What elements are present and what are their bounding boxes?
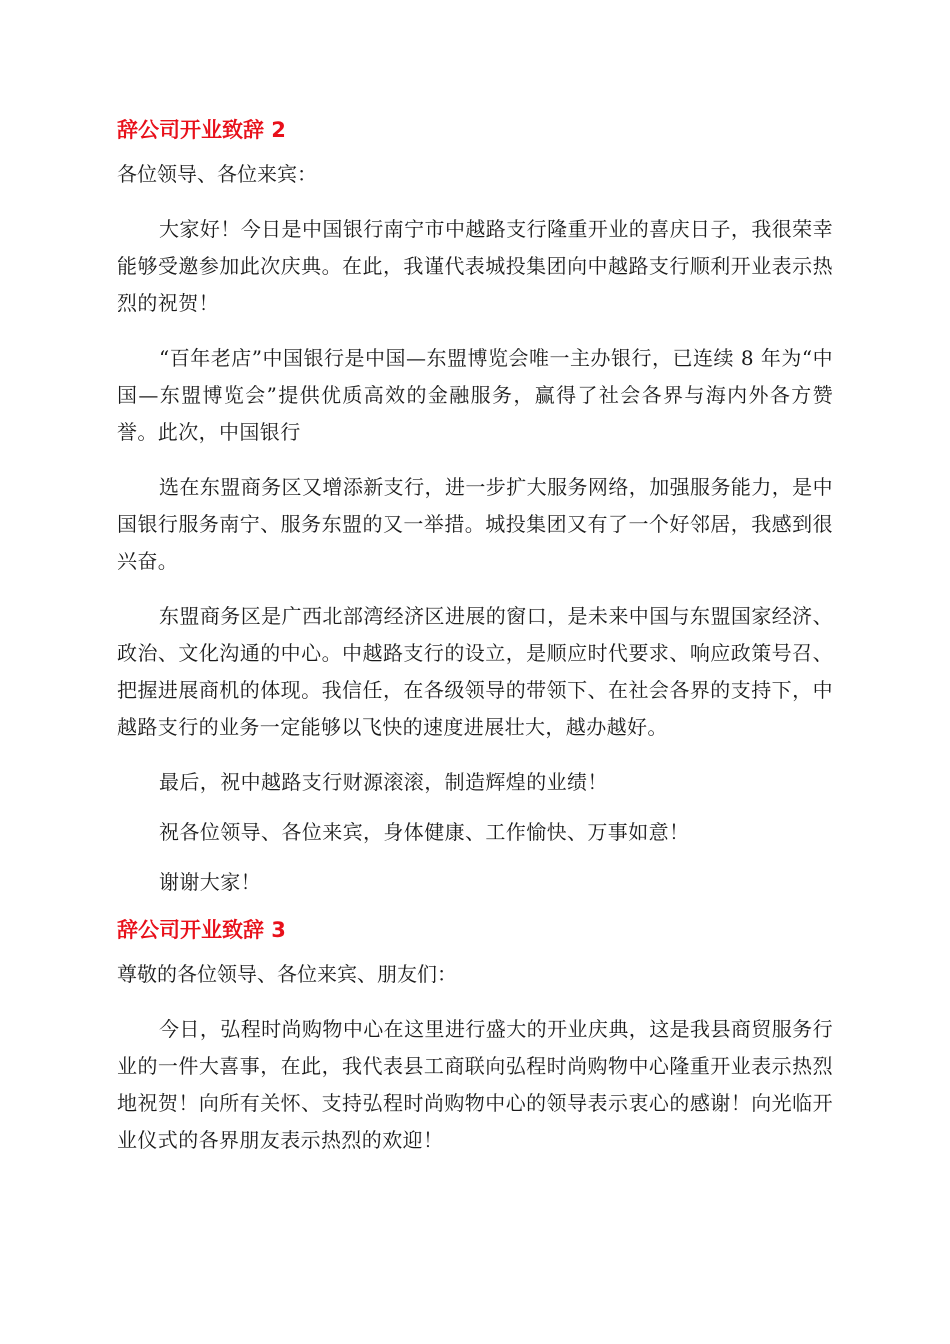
section-2-heading: 辞公司开业致辞 2 <box>117 118 286 142</box>
section-2-paragraph-3: 选在东盟商务区又增添新支行，进一步扩大服务网络，加强服务能力，是中国银行服务南宁、服务东盟的又一举措。城投集团又有了一个好邻居，我感到很兴奋。 <box>117 475 833 573</box>
section-2-paragraph-1: 大家好！今日是中国银行南宁市中越路支行隆重开业的喜庆日子，我很荣幸能够受邀参加此次庆典。在此，我谨代表城投集团向中越路支行顺利开业表示热烈的祝贺！ <box>117 217 833 315</box>
section-3-paragraph-1: 今日，弘程时尚购物中心在这里进行盛大的开业庆典，这是我县商贸服务行业的一件大喜事，在此，我代表县工商联向弘程时尚购物中心隆重开业表示热烈地祝贺！向所有关怀、支持弘程时尚购物中心的领导表示衷心的感谢！向光临开业仪式的各界朋友表示热烈的欢迎！ <box>117 1017 833 1152</box>
section-2-paragraph-4: 东盟商务区是广西北部湾经济区进展的窗口，是未来中国与东盟国家经济、政治、文化沟通的中心。中越路支行的设立，是顺应时代要求、响应政策号召、把握进展商机的体现。我信任，在各级领导的带领下、在社会各界的支持下，中越路支行的业务一定能够以飞快的速度进展壮大，越办越好。 <box>117 604 833 739</box>
section-2-paragraph-2: “百年老店”中国银行是中国—东盟博览会唯一主办银行，已连续 8 年为“中国—东盟博览会”提供优质高效的金融服务，赢得了社会各界与海内外各方赞誉。此次，中国银行 <box>117 346 833 444</box>
section-3-salutation: 尊敬的各位领导、各位来宾、朋友们： <box>117 962 457 986</box>
section-3-heading: 辞公司开业致辞 3 <box>117 918 286 942</box>
section-2-salutation: 各位领导、各位来宾： <box>117 162 317 186</box>
section-2-paragraph-6: 祝各位领导、各位来宾，身体健康、工作愉快、万事如意！ <box>159 820 690 844</box>
section-2-paragraph-5: 最后，祝中越路支行财源滚滚，制造辉煌的业绩！ <box>159 770 608 794</box>
document-page <box>117 100 833 1177</box>
section-2-paragraph-7: 谢谢大家！ <box>159 870 261 894</box>
